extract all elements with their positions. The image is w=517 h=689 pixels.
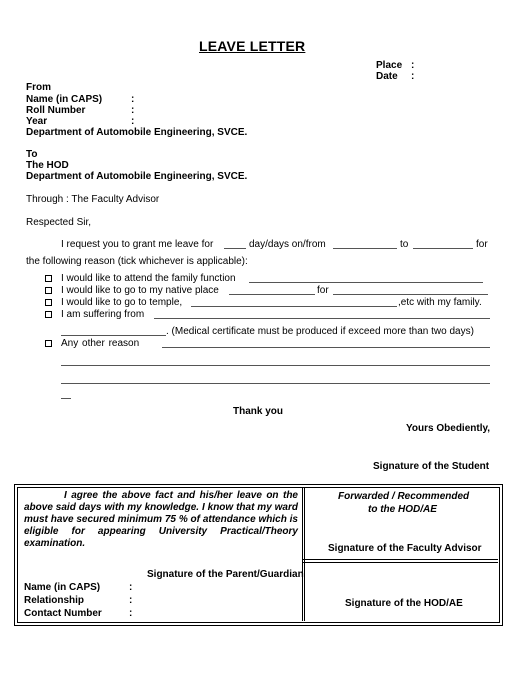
other-blank-2[interactable] — [61, 365, 490, 366]
suffering-blank[interactable] — [154, 318, 490, 319]
reason-family: I would like to attend the family function — [61, 273, 236, 284]
other-blank-1[interactable] — [162, 347, 490, 348]
from-department: Department of Automobile Engineering, SVCE. — [26, 127, 248, 138]
contact-label: Contact Number — [24, 608, 102, 619]
signature-parent: Signature of the Parent/Guardian — [147, 569, 304, 580]
checkbox-temple[interactable] — [45, 299, 52, 306]
table-divider-vertical-2 — [304, 487, 305, 621]
request-part1: I request you to grant me leave for — [61, 239, 214, 250]
to-date-blank[interactable] — [413, 248, 473, 249]
from-roll-colon: : — [131, 105, 135, 116]
through-line: Through : The Faculty Advisor — [26, 194, 160, 205]
date-label: Date — [376, 71, 398, 82]
suffering-blank-2[interactable] — [61, 335, 166, 336]
date-colon: : — [411, 71, 415, 82]
thank-you: Thank you — [233, 406, 284, 417]
signature-hod: Signature of the HOD/AE — [345, 598, 463, 609]
checkbox-family[interactable] — [45, 275, 52, 282]
salutation: Respected Sir, — [26, 217, 92, 228]
forwarded-line2: to the HOD/AE — [368, 504, 437, 515]
temple-blank[interactable] — [191, 306, 397, 307]
table-divider-vertical — [302, 487, 303, 621]
request-part4: for — [476, 239, 488, 250]
from-roll-label: Roll Number — [26, 105, 86, 116]
to-hod: The HOD — [26, 160, 69, 171]
request-part2: day/days on/from — [249, 239, 326, 250]
request-part3: to — [400, 239, 409, 250]
checkbox-native[interactable] — [45, 287, 52, 294]
from-year-label: Year — [26, 116, 48, 127]
table-divider-horizontal-2 — [302, 562, 498, 563]
medical-note: . (Medical certificate must be produced if exceed more than two days) — [166, 326, 474, 337]
yours-obediently: Yours Obediently, — [406, 423, 491, 434]
place-label: Place — [376, 60, 403, 71]
checkbox-suffering[interactable] — [45, 311, 52, 318]
other-blank-4[interactable] — [61, 398, 71, 399]
reason-temple-end: ,etc with my family. — [398, 297, 482, 308]
reason-other: Any other reason — [61, 338, 140, 349]
from-date-blank[interactable] — [333, 248, 397, 249]
signature-student: Signature of the Student — [373, 461, 490, 472]
parent-name-label: Name (in CAPS) — [24, 582, 101, 593]
contact-colon: : — [129, 608, 133, 619]
from-name-colon: : — [131, 94, 135, 105]
signature-faculty-advisor: Signature of the Faculty Advisor — [328, 543, 482, 554]
parent-name-colon: : — [129, 582, 133, 593]
reason-temple: I would like to go to temple, — [61, 297, 183, 308]
family-blank[interactable] — [249, 282, 483, 283]
days-blank[interactable] — [224, 248, 246, 249]
native-place-blank[interactable] — [229, 294, 315, 295]
to-department: Department of Automobile Engineering, SVCE. — [26, 171, 248, 182]
reason-native-for: for — [317, 285, 329, 296]
parent-agreement-text: I agree the above fact and his/her leave on the above said days with my knowledge. I know that my ward must have secured minimum 75 % of attendance which is eligible for appearing University Practical/Theory examination. — [24, 490, 298, 549]
native-reason-blank[interactable] — [333, 294, 488, 295]
place-colon: : — [411, 60, 415, 71]
other-blank-3[interactable] — [61, 383, 490, 384]
relationship-label: Relationship — [24, 595, 85, 606]
relationship-colon: : — [129, 595, 133, 606]
page-title: LEAVE LETTER — [199, 38, 306, 54]
to-heading: To — [26, 149, 38, 160]
request-line2: the following reason (tick whichever is applicable): — [26, 256, 248, 267]
reason-native: I would like to go to my native place — [61, 285, 219, 296]
forwarded-line1: Forwarded / Recommended — [338, 491, 470, 502]
from-name-label: Name (in CAPS) — [26, 94, 103, 105]
checkbox-other[interactable] — [45, 340, 52, 347]
reason-suffering: I am suffering from — [61, 309, 145, 320]
from-year-colon: : — [131, 116, 135, 127]
from-heading: From — [26, 82, 51, 93]
table-divider-horizontal — [302, 559, 498, 560]
